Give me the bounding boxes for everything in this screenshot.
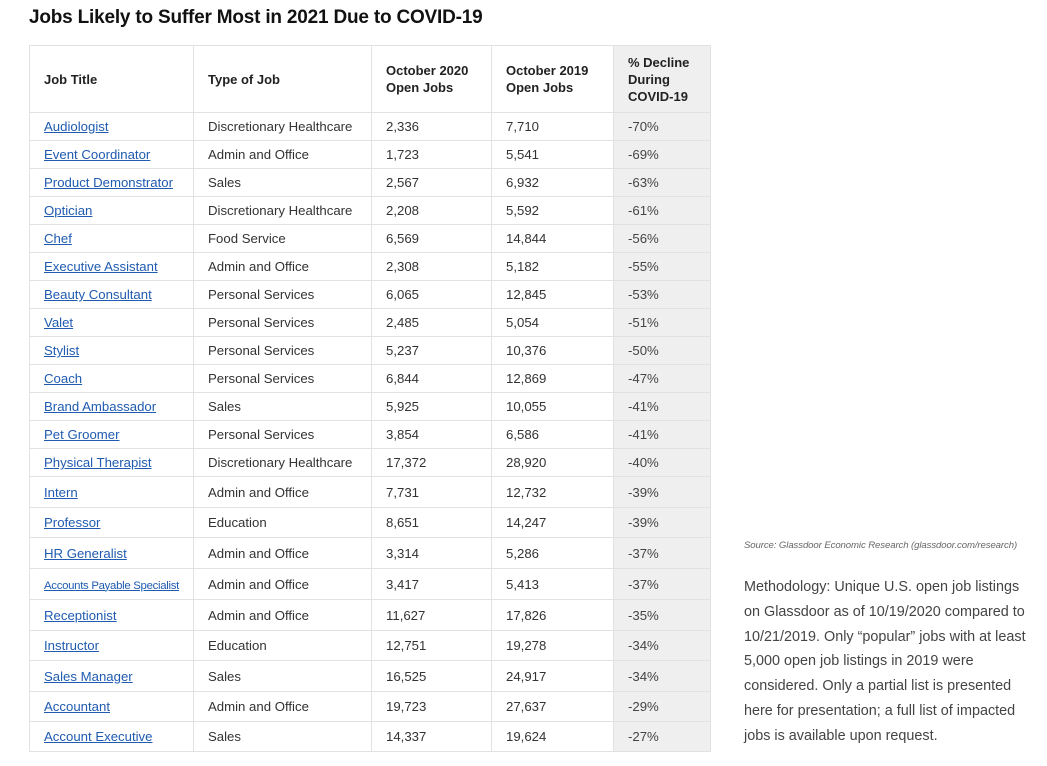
job-type-cell: Sales xyxy=(194,722,372,752)
job-type-cell: Sales xyxy=(194,393,372,421)
decline-cell: -40% xyxy=(614,449,711,477)
table-row xyxy=(30,113,711,141)
table-row xyxy=(30,337,711,365)
job-title-link[interactable]: Product Demonstrator xyxy=(44,175,173,190)
header-october-2019: October 2019 Open Jobs xyxy=(492,46,614,113)
oct-2019-cell: 6,932 xyxy=(492,169,614,197)
oct-2020-cell: 14,337 xyxy=(372,722,492,752)
table-row xyxy=(30,393,711,421)
table-row xyxy=(30,281,711,309)
decline-cell: -47% xyxy=(614,365,711,393)
header-october-2020: October 2020 Open Jobs xyxy=(372,46,492,113)
table-row xyxy=(30,365,711,393)
job-title-cell xyxy=(30,225,194,253)
job-type-cell: Personal Services xyxy=(194,365,372,393)
decline-cell: -41% xyxy=(614,421,711,449)
oct-2019-cell: 14,844 xyxy=(492,225,614,253)
decline-cell: -41% xyxy=(614,393,711,421)
oct-2019-cell: 27,637 xyxy=(492,692,614,722)
job-type-cell: Sales xyxy=(194,661,372,692)
job-type-cell: Sales xyxy=(194,169,372,197)
job-title-link[interactable]: HR Generalist xyxy=(44,545,127,561)
decline-cell: -35% xyxy=(614,600,711,631)
job-type-cell: Admin and Office xyxy=(194,538,372,569)
job-title-link[interactable]: Brand Ambassador xyxy=(44,399,157,414)
job-title-cell xyxy=(30,393,194,421)
job-title-cell xyxy=(30,631,194,661)
oct-2019-cell: 5,592 xyxy=(492,197,614,225)
header-decline: % Decline During COVID-19 xyxy=(614,46,711,113)
decline-cell: -34% xyxy=(614,631,711,661)
oct-2019-cell: 12,869 xyxy=(492,365,614,393)
oct-2019-cell: 14,247 xyxy=(492,508,614,538)
oct-2019-cell: 6,586 xyxy=(492,421,614,449)
table-row xyxy=(30,141,711,169)
oct-2020-cell: 12,751 xyxy=(372,631,492,661)
decline-cell: -39% xyxy=(614,477,711,508)
job-title-cell xyxy=(30,169,194,197)
decline-cell: -37% xyxy=(614,569,711,600)
table-row xyxy=(30,661,711,692)
job-type-cell: Food Service xyxy=(194,225,372,253)
job-type-cell: Personal Services xyxy=(194,309,372,337)
job-title-link[interactable]: Sales Manager xyxy=(44,668,133,684)
decline-cell: -63% xyxy=(614,169,711,197)
oct-2020-cell: 7,731 xyxy=(372,477,492,508)
oct-2019-cell: 10,376 xyxy=(492,337,614,365)
oct-2020-cell: 16,525 xyxy=(372,661,492,692)
decline-cell: -70% xyxy=(614,113,711,141)
job-title-link[interactable]: Optician xyxy=(44,203,93,218)
job-title-link[interactable]: Physical Therapist xyxy=(44,455,152,470)
table-row xyxy=(30,477,711,508)
oct-2020-cell: 5,237 xyxy=(372,337,492,365)
page-title: Jobs Likely to Suffer Most in 2021 Due to COVID-19 xyxy=(29,7,483,28)
oct-2019-cell: 12,732 xyxy=(492,477,614,508)
oct-2019-cell: 5,286 xyxy=(492,538,614,569)
table-row xyxy=(30,538,711,569)
table-row xyxy=(30,197,711,225)
job-type-cell: Education xyxy=(194,631,372,661)
job-type-cell: Admin and Office xyxy=(194,600,372,631)
table-row xyxy=(30,692,711,722)
job-title-link[interactable]: Professor xyxy=(44,515,101,530)
oct-2019-cell: 12,845 xyxy=(492,281,614,309)
decline-cell: -34% xyxy=(614,661,711,692)
job-title-cell xyxy=(30,197,194,225)
oct-2019-cell: 19,624 xyxy=(492,722,614,752)
decline-cell: -53% xyxy=(614,281,711,309)
oct-2020-cell: 3,417 xyxy=(372,569,492,600)
job-title-link[interactable]: Accounts Payable Specialist xyxy=(44,579,179,592)
table-row xyxy=(30,225,711,253)
decline-cell: -39% xyxy=(614,508,711,538)
job-title-cell xyxy=(30,253,194,281)
oct-2019-cell: 17,826 xyxy=(492,600,614,631)
oct-2020-cell: 2,308 xyxy=(372,253,492,281)
job-title-cell xyxy=(30,309,194,337)
job-title-link[interactable]: Intern xyxy=(44,484,78,500)
table-row xyxy=(30,449,711,477)
table-row xyxy=(30,508,711,538)
decline-cell: -61% xyxy=(614,197,711,225)
job-type-cell: Personal Services xyxy=(194,281,372,309)
job-title-cell xyxy=(30,692,194,722)
oct-2020-cell: 2,485 xyxy=(372,309,492,337)
oct-2020-cell: 19,723 xyxy=(372,692,492,722)
oct-2019-cell: 5,182 xyxy=(492,253,614,281)
oct-2020-cell: 8,651 xyxy=(372,508,492,538)
job-title-link[interactable]: Event Coordinator xyxy=(44,147,151,162)
oct-2020-cell: 2,208 xyxy=(372,197,492,225)
oct-2019-cell: 5,541 xyxy=(492,141,614,169)
job-title-cell xyxy=(30,538,194,569)
oct-2019-cell: 19,278 xyxy=(492,631,614,661)
oct-2020-cell: 17,372 xyxy=(372,449,492,477)
job-title-link[interactable]: Receptionist xyxy=(44,607,117,623)
job-title-link[interactable]: Accountant xyxy=(44,699,110,714)
job-title-link[interactable]: Audiologist xyxy=(44,119,109,134)
header-type-of-job: Type of Job xyxy=(194,46,372,113)
job-type-cell: Personal Services xyxy=(194,337,372,365)
job-title-cell xyxy=(30,337,194,365)
job-title-cell xyxy=(30,113,194,141)
table-row xyxy=(30,569,711,600)
oct-2020-cell: 2,567 xyxy=(372,169,492,197)
decline-cell: -55% xyxy=(614,253,711,281)
oct-2019-cell: 5,413 xyxy=(492,569,614,600)
oct-2020-cell: 6,569 xyxy=(372,225,492,253)
oct-2019-cell: 24,917 xyxy=(492,661,614,692)
table-row xyxy=(30,600,711,631)
job-title-link[interactable]: Pet Groomer xyxy=(44,427,120,442)
oct-2019-cell: 5,054 xyxy=(492,309,614,337)
table-row xyxy=(30,253,711,281)
oct-2020-cell: 2,336 xyxy=(372,113,492,141)
decline-cell: -29% xyxy=(614,692,711,722)
methodology-text: Methodology: Unique U.S. open job listings on Glassdoor as of 10/19/2020 compared to 10/21/2019. Only “popular” jobs with at least 5,000 open job listings in 2019 were considered. Only a partial list is presented here for presentation; a full list of impacted jobs is available upon request. xyxy=(744,579,1026,744)
table-row xyxy=(30,631,711,661)
job-title-link[interactable]: Coach xyxy=(44,371,83,386)
job-type-cell: Admin and Office xyxy=(194,253,372,281)
job-title-cell xyxy=(30,365,194,393)
decline-cell: -27% xyxy=(614,722,711,752)
oct-2019-cell: 28,920 xyxy=(492,449,614,477)
job-title-link[interactable]: Valet xyxy=(44,315,74,330)
job-title-cell xyxy=(30,661,194,692)
oct-2020-cell: 3,854 xyxy=(372,421,492,449)
job-title-link[interactable]: Chef xyxy=(44,231,72,246)
job-type-cell: Admin and Office xyxy=(194,141,372,169)
decline-cell: -51% xyxy=(614,309,711,337)
job-title-cell xyxy=(30,722,194,752)
oct-2020-cell: 3,314 xyxy=(372,538,492,569)
job-title-link[interactable]: Beauty Consultant xyxy=(44,287,152,302)
source-note: Source: Glassdoor Economic Research (glassdoor.com/research) xyxy=(744,540,1018,551)
table-body xyxy=(30,113,711,752)
table-row xyxy=(30,722,711,752)
oct-2019-cell: 7,710 xyxy=(492,113,614,141)
job-type-cell: Discretionary Healthcare xyxy=(194,197,372,225)
job-title-cell xyxy=(30,569,194,600)
job-title-cell xyxy=(30,477,194,508)
job-title-cell xyxy=(30,600,194,631)
job-type-cell: Admin and Office xyxy=(194,477,372,508)
job-title-link[interactable]: Stylist xyxy=(44,343,80,358)
decline-cell: -50% xyxy=(614,337,711,365)
table-row xyxy=(30,421,711,449)
decline-cell: -69% xyxy=(614,141,711,169)
job-type-cell: Discretionary Healthcare xyxy=(194,449,372,477)
job-title-cell xyxy=(30,449,194,477)
oct-2020-cell: 11,627 xyxy=(372,600,492,631)
decline-cell: -56% xyxy=(614,225,711,253)
job-title-cell xyxy=(30,508,194,538)
job-title-link[interactable]: Account Executive xyxy=(44,729,153,744)
oct-2020-cell: 1,723 xyxy=(372,141,492,169)
oct-2020-cell: 6,065 xyxy=(372,281,492,309)
job-title-link[interactable]: Instructor xyxy=(44,638,99,653)
job-title-link[interactable]: Executive Assistant xyxy=(44,259,158,274)
job-type-cell: Education xyxy=(194,508,372,538)
job-type-cell: Personal Services xyxy=(194,421,372,449)
job-type-cell: Admin and Office xyxy=(194,569,372,600)
oct-2020-cell: 5,925 xyxy=(372,393,492,421)
jobs-table xyxy=(29,45,711,752)
oct-2020-cell: 6,844 xyxy=(372,365,492,393)
job-title-cell xyxy=(30,421,194,449)
job-type-cell: Discretionary Healthcare xyxy=(194,113,372,141)
table-header-row xyxy=(30,46,711,113)
job-type-cell: Admin and Office xyxy=(194,692,372,722)
job-title-cell xyxy=(30,281,194,309)
table-row xyxy=(30,169,711,197)
table-row xyxy=(30,309,711,337)
oct-2019-cell: 10,055 xyxy=(492,393,614,421)
job-title-cell xyxy=(30,141,194,169)
decline-cell: -37% xyxy=(614,538,711,569)
header-job-title: Job Title xyxy=(30,46,194,113)
